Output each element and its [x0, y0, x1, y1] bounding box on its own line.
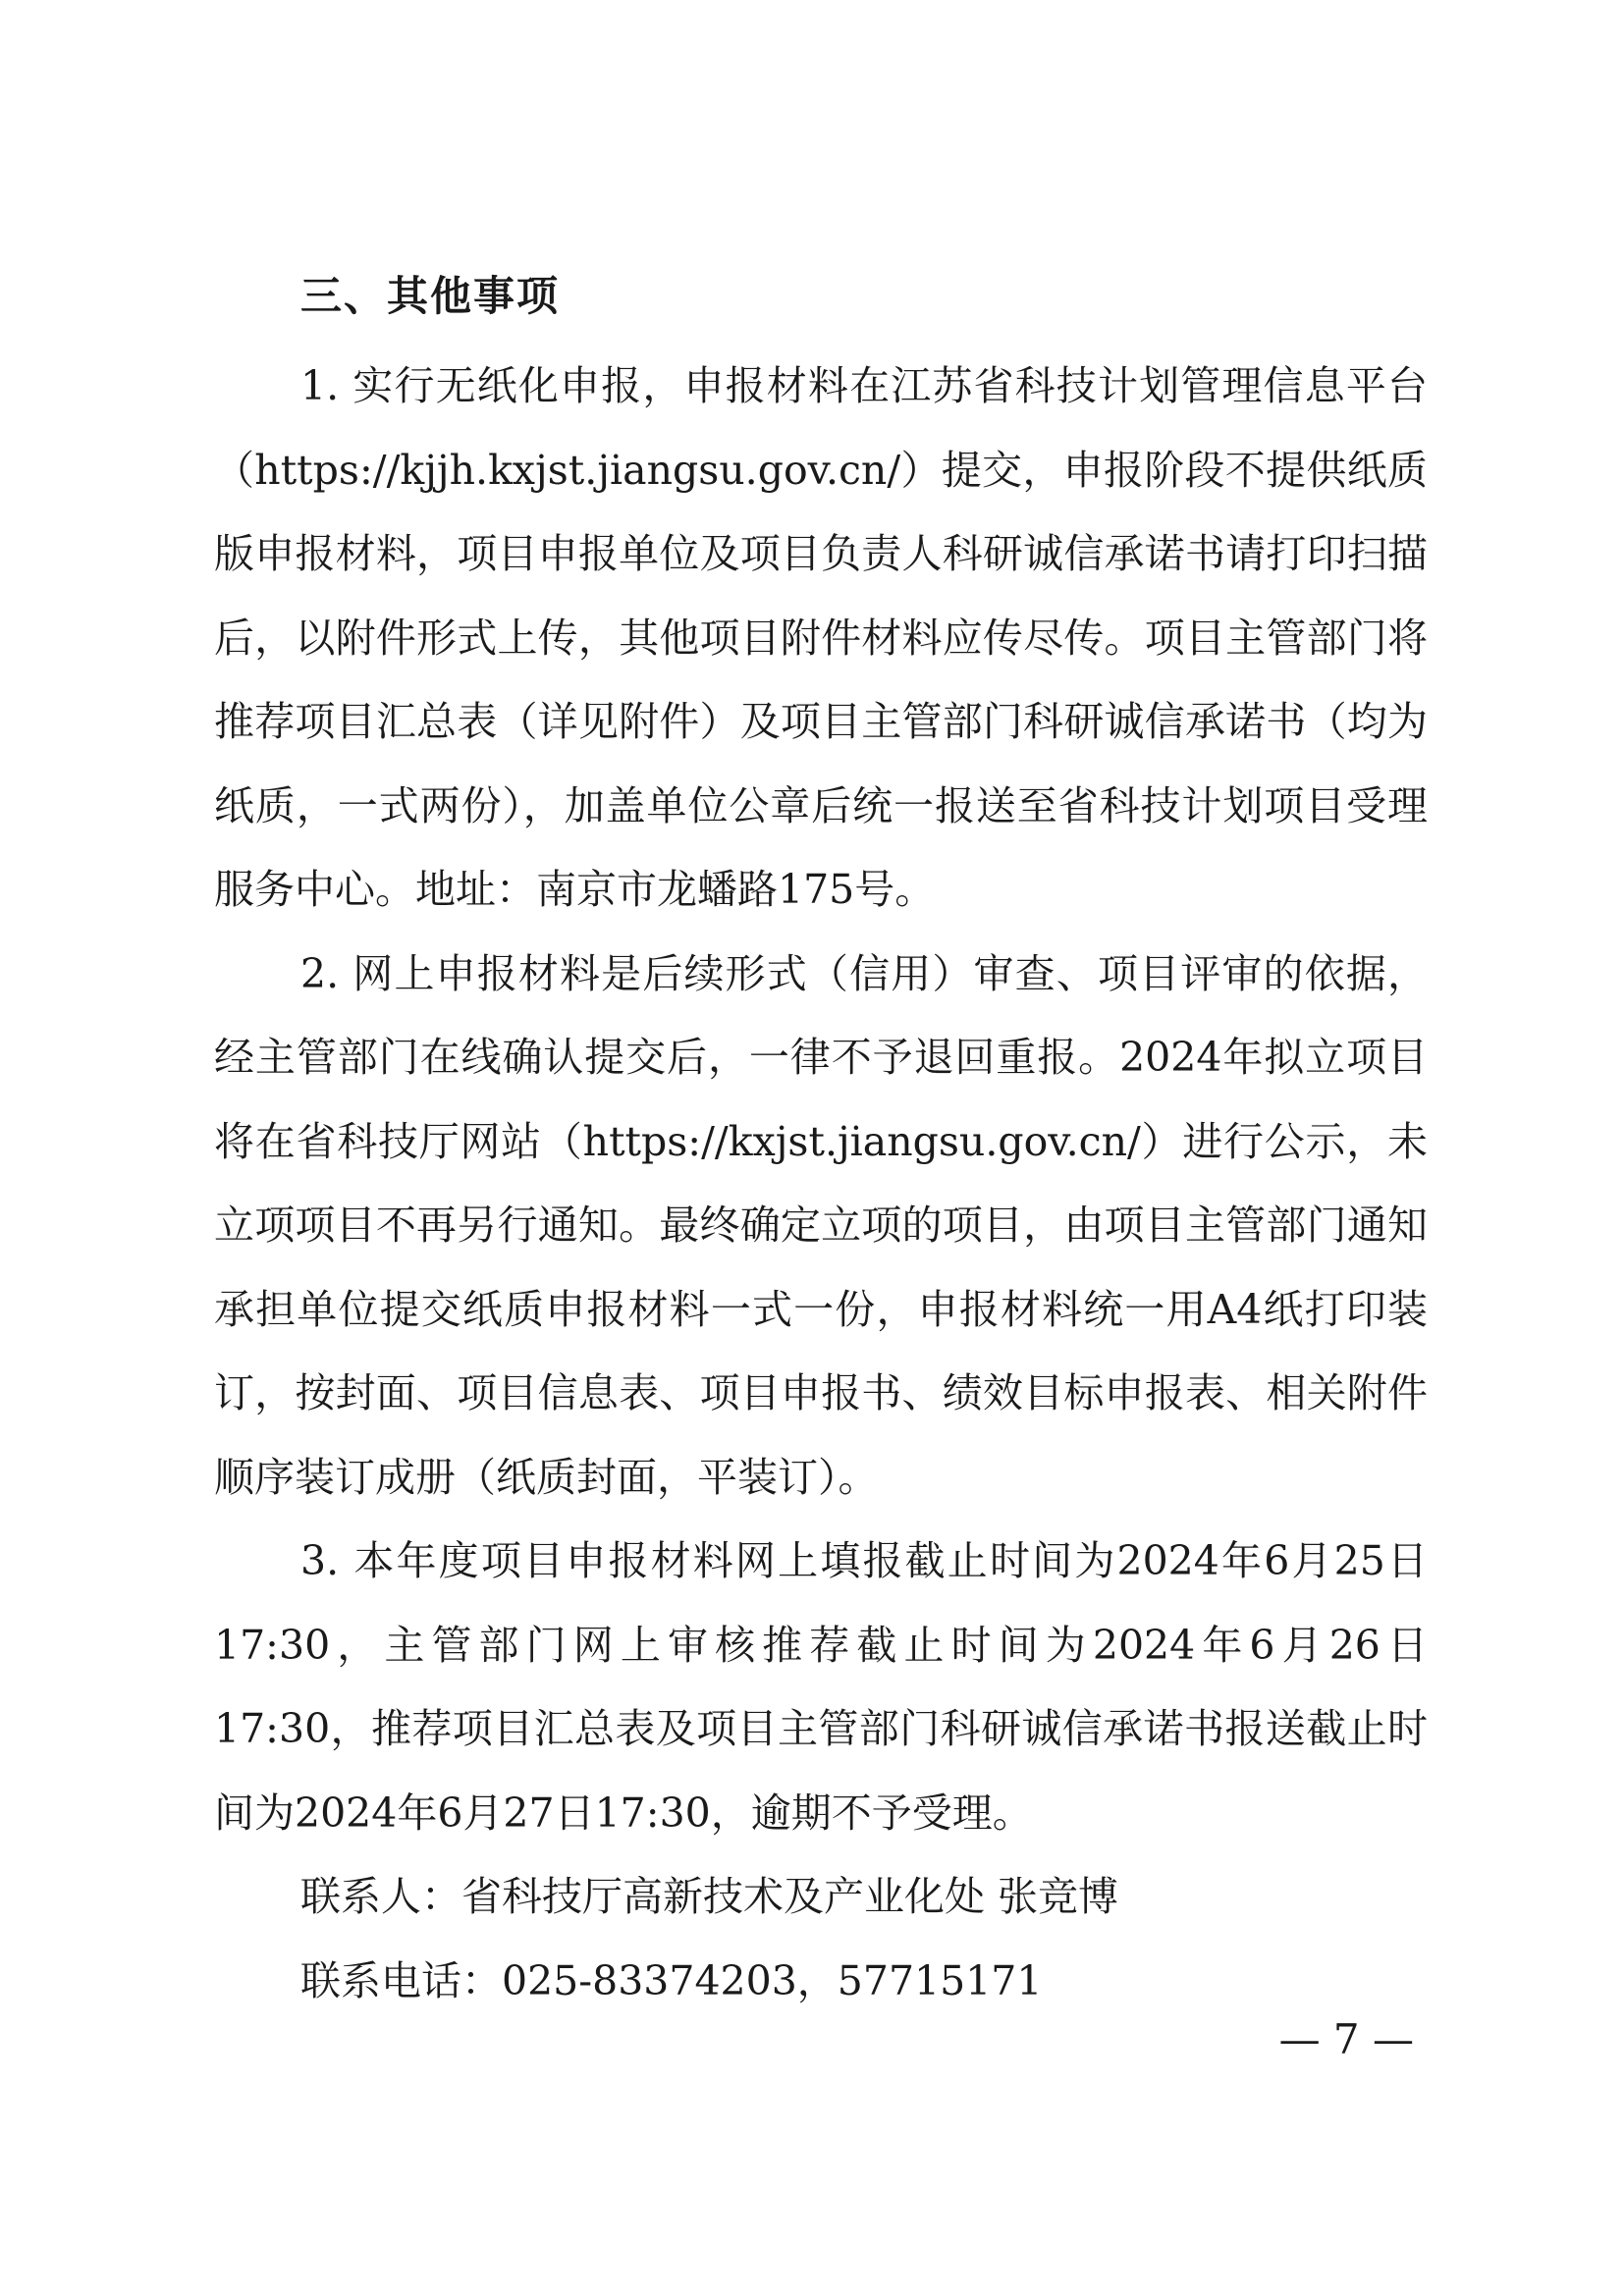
contact-phone: 联系电话：025-83374203，57715171	[300, 1956, 1043, 2004]
contact-person: 联系人：省科技厅高新技术及产业化处 张竞博	[300, 1873, 1119, 1920]
document-body	[214, 345, 1428, 2023]
paragraph-3: 3. 本年度项目申报材料网上填报截止时间为2024年6月25日17:30，主管部门网上审核推荐截止时间为2024年6月26日17:30，推荐项目汇总表及项目主管部门科研诚信承诺书报送截止时间为2024年6月27日17:30，逾期不予受理。	[214, 1537, 1428, 1837]
paragraph-1: 1. 实行无纸化申报，申报材料在江苏省科技计划管理信息平台（https://kjjh.kxjst.jiangsu.gov.cn/）提交，申报阶段不提供纸质版申报材料，项目申报单位及项目负责人科研诚信承诺书请打印扫描后，以附件形式上传，其他项目附件材料应传尽传。项目主管部门将推荐项目汇总表（详见附件）及项目主管部门科研诚信承诺书（均为纸质，一式两份），加盖单位公章后统一报送至省科技计划项目受理服务中心。地址：南京市龙蟠路175号。	[214, 362, 1428, 913]
page-number: — 7 —	[1278, 2015, 1414, 2063]
section-heading: 三、其他事项	[300, 272, 561, 320]
paragraph-2: 2. 网上申报材料是后续形式（信用）审查、项目评审的依据，经主管部门在线确认提交后，一律不予退回重报。2024年拟立项目将在省科技厅网站（https://kxjst.jiangsu.gov.cn/）进行公示，未立项项目不再另行通知。最终确定立项的项目，由项目主管部门通知承担单位提交纸质申报材料一式一份，申报材料统一用A4纸打印装订，按封面、项目信息表、项目申报书、绩效目标申报表、相关附件顺序装订成册（纸质封面，平装订）。	[214, 949, 1428, 1501]
